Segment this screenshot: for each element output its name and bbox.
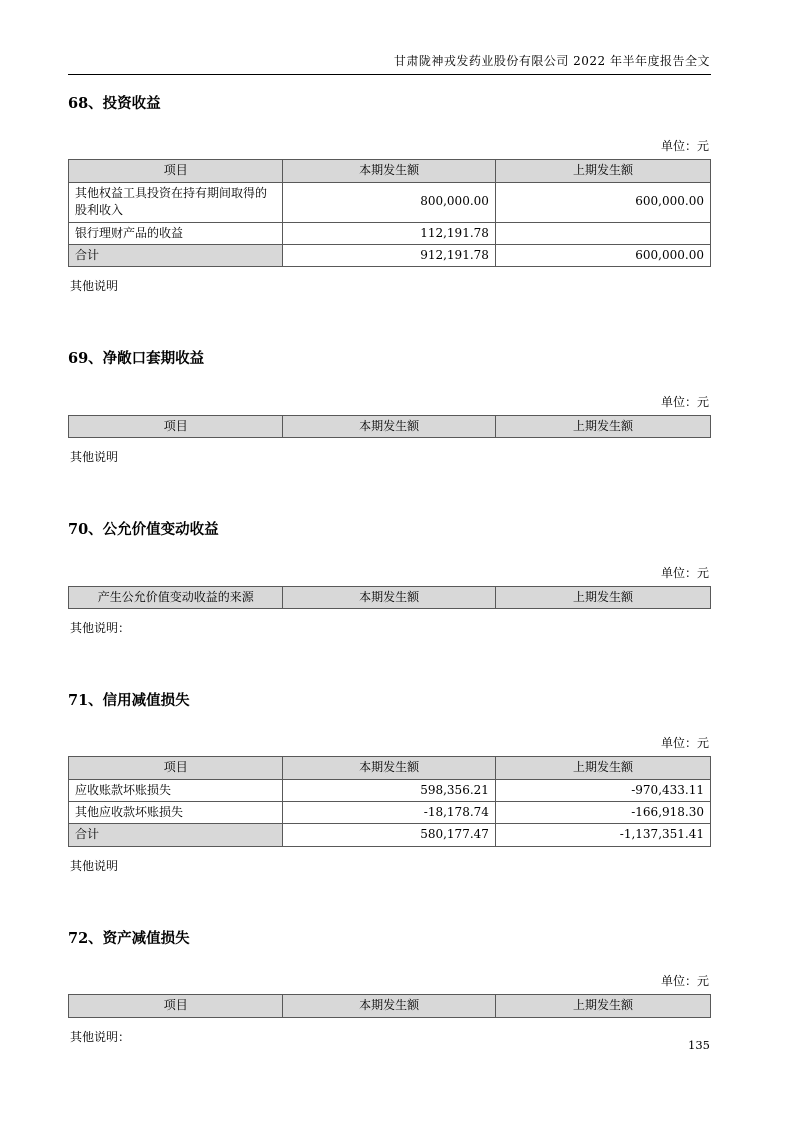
header-divider [68,74,711,75]
other-note-72: 其他说明： [70,1029,131,1044]
fair-value-change-table [68,586,711,609]
col-header-current: 本期发生额 [283,757,496,779]
asset-impairment-loss-table [68,994,711,1017]
section-title-69: 69、净敞口套期收益 [68,350,205,368]
row-item-label: 银行理财产品的收益 [69,222,283,244]
col-header-current: 本期发生额 [283,415,496,437]
page-number: 135 [688,1038,710,1052]
unit-label-72: 单位：元 [660,974,709,989]
row-prior-value: -970,433.11 [495,779,710,801]
other-note-70: 其他说明： [70,620,131,635]
section-title-71: 71、信用减值损失 [68,691,190,709]
table-header-row [69,160,711,182]
row-prior-value: -166,918.30 [495,802,710,824]
row-current-value: 800,000.00 [283,182,496,222]
table-total-row [69,244,711,266]
row-prior-value [495,222,710,244]
other-note-71: 其他说明 [70,858,119,873]
table-row [69,182,711,222]
col-header-prior: 上期发生额 [495,995,710,1017]
investment-income-table [68,159,711,267]
table-header-row [69,586,711,608]
row-current-value: 912,191.78 [283,244,496,266]
col-header-current: 本期发生额 [283,995,496,1017]
document-header: 甘肃陇神戎发药业股份有限公司 2022 年半年度报告全文 [393,54,710,68]
unit-label-71: 单位：元 [660,736,709,751]
col-header-item: 项目 [69,160,283,182]
section-title-70: 70、公允价值变动收益 [68,521,219,539]
table-row [69,222,711,244]
row-current-value: 580,177.47 [283,824,496,846]
row-item-label: 合计 [69,824,283,846]
col-header-item: 项目 [69,415,283,437]
col-header-item: 项目 [69,757,283,779]
table-row [69,802,711,824]
other-note-68: 其他说明 [70,279,119,294]
col-header-prior: 上期发生额 [495,757,710,779]
col-header-current: 本期发生额 [283,160,496,182]
unit-label-69: 单位：元 [660,394,709,409]
unit-label-68: 单位：元 [660,139,709,154]
col-header-prior: 上期发生额 [495,586,710,608]
row-prior-value: 600,000.00 [495,182,710,222]
col-header-prior: 上期发生额 [495,160,710,182]
row-item-label: 其他应收款坏账损失 [69,802,283,824]
credit-impairment-loss-table [68,756,711,847]
col-header-item: 项目 [69,995,283,1017]
col-header-current: 本期发生额 [283,586,496,608]
table-header-row [69,757,711,779]
unit-label-70: 单位：元 [660,565,709,580]
section-title-68: 68、投资收益 [68,95,161,112]
table-row [69,779,711,801]
col-header-source: 产生公允价值变动收益的来源 [69,586,283,608]
row-current-value: 112,191.78 [283,222,496,244]
col-header-prior: 上期发生额 [495,415,710,437]
row-item-label: 其他权益工具投资在持有期间取得的股利收入 [69,182,283,222]
row-prior-value: -1,137,351.41 [495,824,710,846]
row-prior-value: 600,000.00 [495,244,710,266]
table-total-row [69,824,711,846]
other-note-69: 其他说明 [70,450,119,465]
row-item-label: 合计 [69,244,283,266]
row-current-value: 598,356.21 [283,779,496,801]
table-header-row [69,415,711,437]
row-current-value: -18,178.74 [283,802,496,824]
section-title-72: 72、资产减值损失 [68,929,190,947]
net-hedge-income-table [68,415,711,438]
table-header-row [69,995,711,1017]
page-content [68,95,711,1045]
row-item-label: 应收账款坏账损失 [69,779,283,801]
